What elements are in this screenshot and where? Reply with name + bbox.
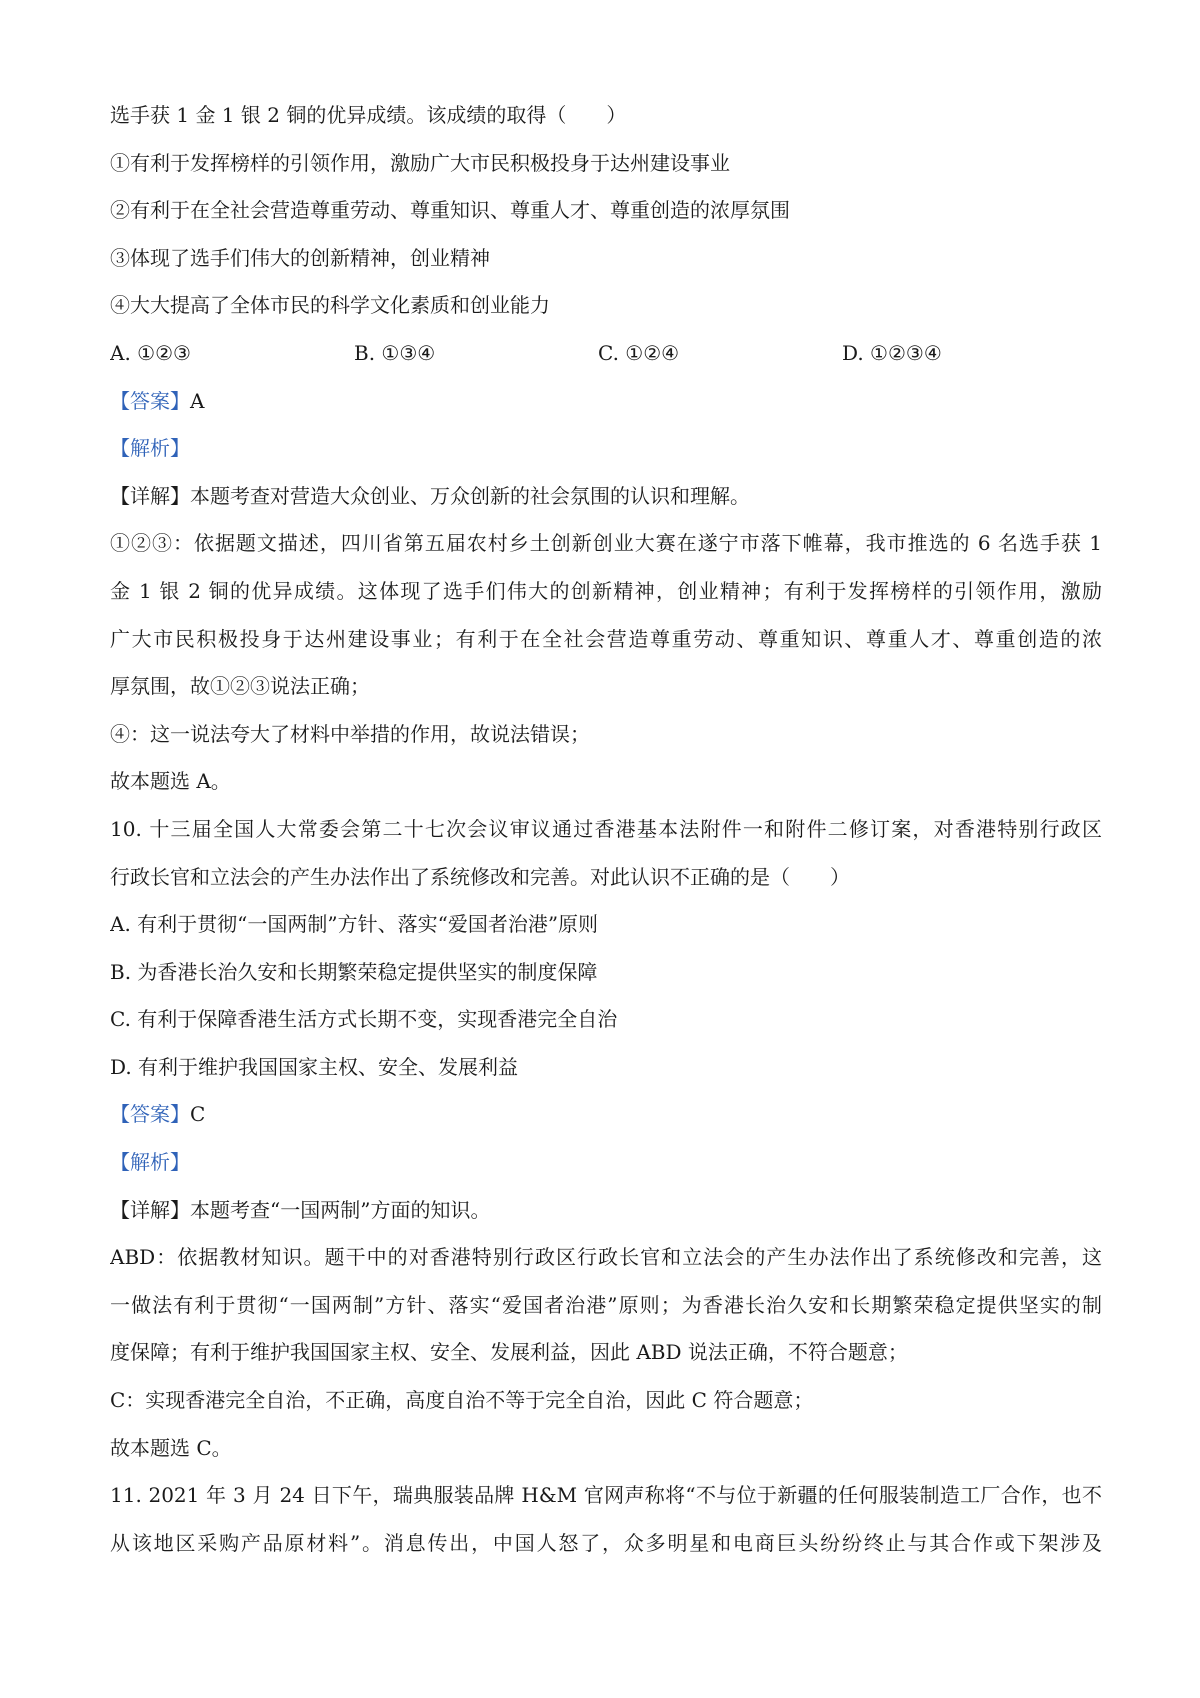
q10-answer-value: C	[190, 1102, 206, 1127]
q10-option-b: B. 为香港长治久安和长期繁荣稳定提供坚实的制度保障	[110, 959, 598, 984]
q10-stem-line-1: 10. 十三届全国人大常委会第二十七次会议审议通过香港基本法附件一和附件二修订案，对香港特别行政区	[110, 816, 1102, 841]
q10-detail-line-3: 一做法有利于贯彻“一国两制”方针、落实“爱国者治港”原则；为香港长治久安和长期繁荣稳定提供坚实的制	[110, 1292, 1102, 1317]
q9-detail-line-3: 金 1 银 2 铜的优异成绩。这体现了选手们伟大的创新精神，创业精神；有利于发挥榜样的引领作用，激励	[110, 578, 1102, 603]
q9-option-a: A. ①②③	[110, 340, 191, 365]
q11-stem-line-1: 11. 2021 年 3 月 24 日下午，瑞典服装品牌 H&M 官网声称将“不与位于新疆的任何服装制造工厂合作，也不	[110, 1483, 1102, 1508]
q10-option-c: C. 有利于保障香港生活方式长期不变，实现香港完全自治	[110, 1007, 618, 1032]
q9-detail-line-7: 故本题选 A。	[110, 769, 231, 794]
q9-answer-value: A	[190, 388, 205, 413]
q10-option-d: D. 有利于维护我国国家主权、安全、发展利益	[110, 1054, 519, 1079]
q10-stem-line-2: 行政长官和立法会的产生办法作出了系统修改和完善。对此认识不正确的是（ ）	[110, 864, 850, 889]
q10-detail-line-4: 度保障；有利于维护我国国家主权、安全、发展利益，因此 ABD 说法正确，不符合题意；	[110, 1340, 908, 1365]
q9-answer	[110, 378, 1102, 426]
q9-detail-line-6: ④：这一说法夸大了材料中举措的作用，故说法错误；	[110, 721, 590, 746]
q10-detail-line-5: C：实现香港完全自治，不正确，高度自治不等于完全自治，因此 C 符合题意；	[110, 1388, 814, 1413]
q9-options	[110, 330, 1102, 378]
q9-detail-line-1: 【详解】本题考查对营造大众创业、万众创新的社会氛围的认识和理解。	[110, 483, 750, 508]
q9-detail-line-2: ①②③：依据题文描述，四川省第五届农村乡土创新创业大赛在遂宁市落下帷幕，我市推选的 6 名选手获 1	[110, 531, 1102, 556]
q10-detail-line-2: ABD：依据教材知识。题干中的对香港特别行政区行政长官和立法会的产生办法作出了系统修改和完善，这	[110, 1245, 1102, 1270]
q10-answer-label: 【答案】	[110, 1102, 190, 1127]
q10-detail-line-6: 故本题选 C。	[110, 1435, 232, 1460]
q9-detail-line-4: 广大市民积极投身于达州建设事业；有利于在全社会营造尊重劳动、尊重知识、尊重人才、尊重创造的浓	[110, 626, 1102, 651]
q10-analysis-label: 【解析】	[110, 1150, 190, 1175]
q9-statement-4: ④大大提高了全体市民的科学文化素质和创业能力	[110, 293, 550, 318]
q9-statement-2: ②有利于在全社会营造尊重劳动、尊重知识、尊重人才、尊重创造的浓厚氛围	[110, 198, 790, 223]
q9-answer-label: 【答案】	[110, 388, 190, 413]
q11-stem-line-2: 从该地区采购产品原材料”。消息传出，中国人怒了，众多明星和电商巨头纷纷终止与其合作或下架涉及	[110, 1530, 1102, 1555]
q10-detail-line-1: 【详解】本题考查“一国两制”方面的知识。	[110, 1197, 491, 1222]
q9-statement-3: ③体现了选手们伟大的创新精神，创业精神	[110, 245, 490, 270]
q9-analysis-label: 【解析】	[110, 436, 190, 461]
q9-option-b: B. ①③④	[354, 340, 436, 365]
q9-stem-tail: 选手获 1 金 1 银 2 铜的优异成绩。该成绩的取得（ ）	[110, 103, 627, 127]
q9-detail-line-5: 厚氛围，故①②③说法正确；	[110, 674, 370, 699]
q9-option-c: C. ①②④	[598, 340, 680, 365]
q10-option-a: A. 有利于贯彻“一国两制”方针、落实“爱国者治港”原则	[110, 912, 599, 937]
q9-statement-1: ①有利于发挥榜样的引领作用，激励广大市民积极投身于达州建设事业	[110, 150, 730, 175]
q9-option-d: D. ①②③④	[842, 340, 942, 365]
q10-answer	[110, 1091, 1102, 1139]
